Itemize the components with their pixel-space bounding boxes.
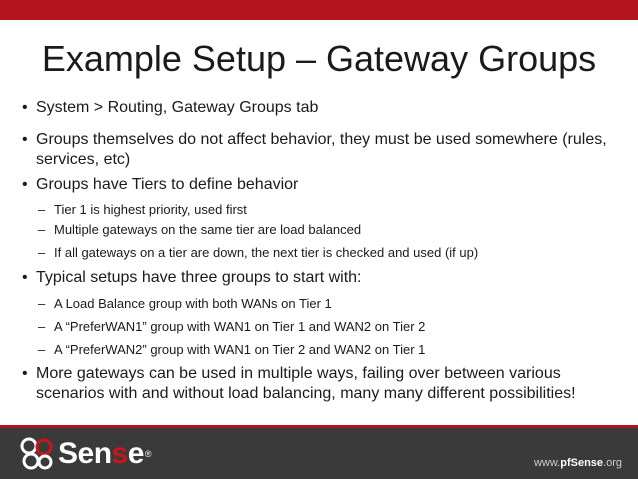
bullet-text: Groups themselves do not affect behavior, they must be used somewhere (rules, services, etc) — [36, 131, 607, 168]
logo-registered-mark: ® — [144, 449, 152, 459]
bullet-text: More gateways can be used in multiple ways, failing over between various scenarios with and without load balancing, many many different possibilities! — [36, 365, 576, 402]
sub-bullet-item — [38, 201, 618, 219]
bullet-item — [22, 130, 622, 170]
logo-word-end: e — [127, 437, 144, 470]
bullet-item — [22, 98, 622, 118]
sub-bullet-text: A “PreferWAN1” group with WAN1 on Tier 1 and WAN2 on Tier 2 — [54, 319, 426, 334]
bullet-text: Groups have Tiers to define behavior — [36, 176, 299, 193]
sub-bullet-item — [38, 221, 618, 239]
footer-accent-stripe — [0, 425, 638, 428]
sub-bullet-marker: – — [38, 296, 46, 311]
url-suffix: .org — [603, 457, 622, 469]
slide-title: Example Setup – Gateway Groups — [41, 38, 597, 79]
site-url — [534, 456, 622, 470]
pfsense-gear-icon — [18, 435, 56, 473]
logo-wordmark — [58, 436, 151, 472]
url-brand: pfSense — [560, 457, 604, 469]
sub-bullet-marker: – — [38, 342, 46, 357]
bullet-text: Typical setups have three groups to start with: — [36, 269, 362, 286]
sub-bullet-text: Multiple gateways on the same tier are load balanced — [54, 222, 362, 237]
url-prefix: www. — [533, 457, 561, 469]
sub-bullet-item — [38, 341, 618, 359]
sub-bullet-text: A “PreferWAN2” group with WAN1 on Tier 2 and WAN2 on Tier 1 — [54, 342, 426, 357]
sub-bullet-marker: – — [38, 202, 46, 217]
sub-bullet-item — [38, 318, 618, 336]
sub-bullet-item — [38, 295, 618, 313]
sub-bullet-marker: – — [38, 245, 46, 260]
logo-word-start: Sen — [58, 437, 112, 470]
sub-bullet-text: A Load Balance group with both WANs on Tier 1 — [54, 296, 332, 311]
bullet-item — [22, 175, 622, 195]
bullet-marker: • — [22, 99, 28, 116]
bullet-marker: • — [22, 176, 28, 193]
sub-bullet-marker: – — [38, 319, 46, 334]
sub-bullet-text: If all gateways on a tier are down, the next tier is checked and used (if up) — [54, 245, 479, 260]
sub-bullet-marker: – — [38, 222, 46, 237]
sub-bullet-item — [38, 244, 618, 262]
bullet-marker: • — [22, 131, 28, 148]
sub-bullet-text: Tier 1 is highest priority, used first — [54, 202, 247, 217]
bullet-item — [22, 268, 622, 288]
bullet-item — [22, 364, 622, 404]
logo-word-accent: s — [111, 437, 128, 470]
top-accent-bar — [0, 0, 638, 20]
bullet-text: System > Routing, Gateway Groups tab — [36, 99, 319, 116]
bullet-marker: • — [22, 269, 28, 286]
bullet-marker: • — [22, 365, 28, 382]
